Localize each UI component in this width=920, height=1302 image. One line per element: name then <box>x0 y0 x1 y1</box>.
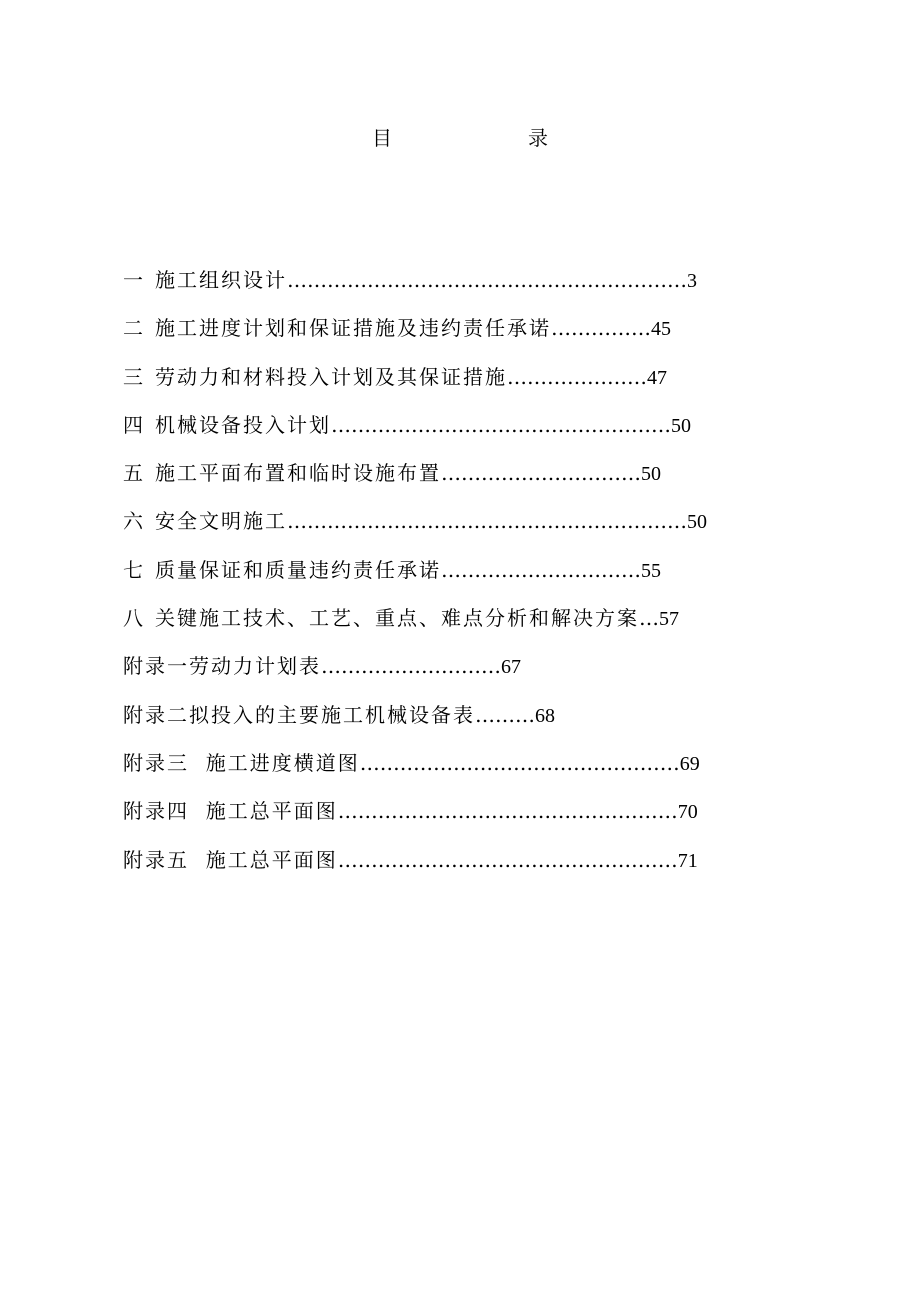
toc-entry-label: 机械设备投入计划 <box>155 412 331 437</box>
toc-entry-number: 八 <box>123 606 143 631</box>
toc-entry-number: 三 <box>123 364 143 389</box>
toc-entry-label: 施工平面布置和临时设施布置 <box>155 461 441 486</box>
toc-entry-leader: ………………………………………… <box>359 750 680 775</box>
toc-entry-page: 50 <box>641 463 661 486</box>
toc-entry[interactable] <box>123 648 723 696</box>
toc-entry-number: 五 <box>123 461 143 486</box>
toc-entry-leader: … <box>639 606 659 631</box>
toc-entry[interactable] <box>123 262 723 310</box>
toc-entry-page: 3 <box>687 270 697 292</box>
toc-entry-number: 二 <box>123 316 143 341</box>
toc-entry[interactable] <box>123 745 723 793</box>
toc-entry-label: 安全文明施工 <box>155 509 287 534</box>
toc-entry[interactable] <box>123 552 723 600</box>
toc-entry-page: 67 <box>501 656 521 679</box>
toc-entry[interactable] <box>123 310 723 358</box>
toc-entry-leader: ……… <box>475 702 535 727</box>
toc-entry[interactable] <box>123 455 723 503</box>
toc-entry-number: 四 <box>123 412 143 437</box>
toc-entry-leader: …………… <box>551 316 651 341</box>
toc-entry-label: 附录三 施工进度横道图 <box>123 750 360 775</box>
toc-entry-label: 关键施工技术、工艺、重点、难点分析和解决方案 <box>155 606 639 631</box>
toc-entry-label: 质量保证和质量违约责任承诺 <box>155 557 441 582</box>
toc-entry[interactable] <box>123 600 723 648</box>
toc-entry[interactable] <box>123 697 723 745</box>
toc-entry-leader: ………………………… <box>441 557 641 582</box>
toc-entry-label: 附录四 施工总平面图 <box>123 799 338 824</box>
toc-entry-leader: ……………………… <box>321 654 501 679</box>
toc-entry-page: 71 <box>677 849 698 872</box>
toc-entry-label: 施工组织设计 <box>155 268 287 292</box>
toc-entry-page: 45 <box>651 318 671 341</box>
toc-entry[interactable] <box>123 407 723 455</box>
toc-entry[interactable] <box>123 359 723 407</box>
toc-entry-number: 六 <box>123 509 143 534</box>
toc-entry-number: 七 <box>123 557 143 582</box>
toc-entry-leader: ………………… <box>507 364 647 389</box>
toc-entry-page: 69 <box>679 752 700 775</box>
page-title: 目 录 <box>372 126 606 150</box>
toc-entry-leader: ………………………… <box>441 461 641 486</box>
toc-entry-page: 47 <box>647 366 667 389</box>
toc-entry-leader: …………………………………………………… <box>287 509 687 534</box>
toc-entry-number: 一 <box>123 268 143 292</box>
toc-entry-page: 70 <box>677 801 698 824</box>
table-of-contents <box>123 262 723 890</box>
toc-entry-page: 50 <box>687 511 707 534</box>
toc-entry[interactable] <box>123 842 723 890</box>
toc-entry-label: 施工进度计划和保证措施及违约责任承诺 <box>155 316 551 341</box>
toc-entry-label: 附录五 施工总平面图 <box>123 847 338 872</box>
toc-entry-leader: …………………………………………… <box>337 799 678 824</box>
toc-entry-leader: …………………………………………………… <box>287 268 687 292</box>
toc-entry-leader: …………………………………………… <box>337 847 678 872</box>
toc-entry-page: 57 <box>659 608 679 631</box>
toc-entry-page: 55 <box>641 559 661 582</box>
toc-entry-page: 68 <box>535 704 555 727</box>
toc-entry[interactable] <box>123 503 723 551</box>
toc-entry-page: 50 <box>671 414 691 437</box>
toc-entry-label: 劳动力和材料投入计划及其保证措施 <box>155 364 507 389</box>
toc-entry-label: 附录二拟投入的主要施工机械设备表 <box>123 702 475 727</box>
toc-entry-leader: …………………………………………… <box>331 412 671 437</box>
toc-entry[interactable] <box>123 793 723 841</box>
toc-entry-label: 附录一劳动力计划表 <box>123 654 321 679</box>
